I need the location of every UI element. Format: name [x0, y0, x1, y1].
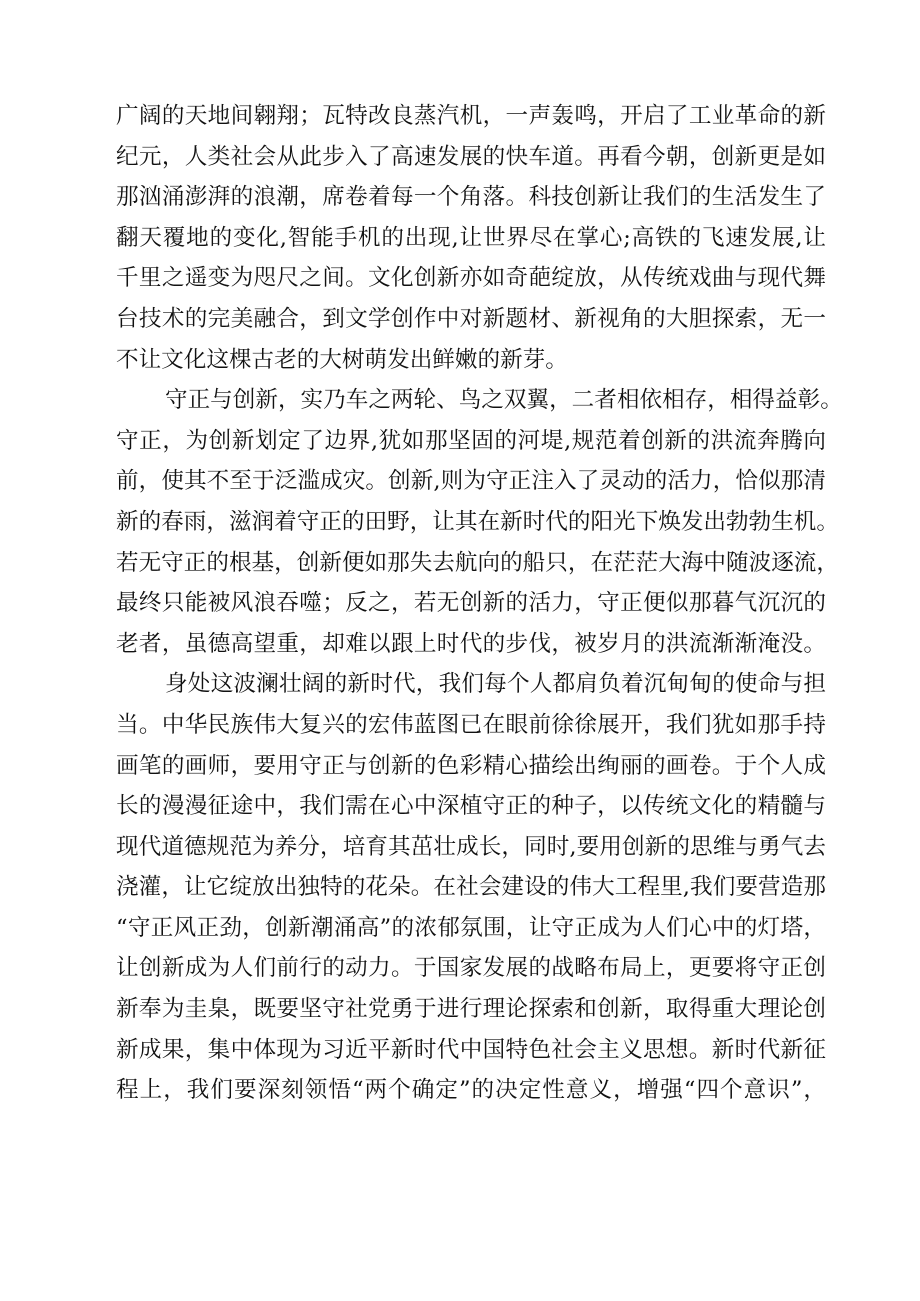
essay-body-text — [116, 96, 843, 1111]
text-line: 台技术的完美融合，到文学创作中对新题材、新视角的大胆探索，无一 — [116, 305, 826, 332]
text-line: 程上，我们要深刻领悟“两个确定”的决定性意义，增强“四个意识”， — [116, 1077, 826, 1104]
text-line: 长的漫漫征途中，我们需在心中深植守正的种子，以传统文化的精髓与 — [116, 793, 826, 820]
paragraph-first-line: 身处这波澜壮阔的新时代，我们每个人都肩负着沉甸甸的使命与担 — [165, 671, 826, 698]
text-line: 若无守正的根基，创新便如那失去航向的船只，在茫茫大海中随波逐流， — [116, 549, 839, 576]
text-line: 不让文化这棵古老的大树萌发出鲜嫩的新芽。 — [116, 346, 568, 373]
text-line: 老者，虽德高望重，却难以跟上时代的步伐，被岁月的洪流渐渐淹没。 — [116, 630, 826, 657]
text-line: 前，使其不至于泛滥成灾。创新,则为守正注入了灵动的活力，恰似那清 — [116, 468, 826, 495]
text-line: 新奉为圭臬，既要坚守社党勇于进行理论探索和创新，取得重大理论创 — [116, 996, 826, 1023]
text-line: “守正风正劲，创新潮涌高”的浓郁氛围，让守正成为人们心中的灯塔， — [116, 914, 826, 941]
text-line: 那汹涌澎湃的浪潮，席卷着每一个角落。科技创新让我们的生活发生了 — [116, 184, 826, 211]
text-line: 守正，为创新划定了边界,犹如那坚固的河堤,规范着创新的洪流奔腾向 — [116, 427, 826, 454]
paragraph-first-line: 守正与创新，实乃车之两轮、鸟之双翼，二者相依相存，相得益彰。 — [165, 387, 843, 414]
text-line: 画笔的画师，要用守正与创新的色彩精心描绘出绚丽的画卷。于个人成 — [116, 752, 826, 779]
text-line: 新成果，集中体现为习近平新时代中国特色社会主义思想。新时代新征 — [116, 1036, 826, 1063]
text-line: 当。中华民族伟大复兴的宏伟蓝图已在眼前徐徐展开，我们犹如那手持 — [116, 711, 826, 738]
text-line: 新的春雨，滋润着守正的田野，让其在新时代的阳光下焕发出勃勃生机。 — [116, 508, 839, 535]
text-line: 现代道德规范为养分，培育其茁壮成长，同时,要用创新的思维与勇气去 — [116, 833, 826, 860]
text-line: 浇灌，让它绽放出独特的花朵。在社会建设的伟大工程里,我们要营造那 — [116, 874, 826, 901]
text-line: 千里之遥变为咫尺之间。文化创新亦如奇葩绽放，从传统戏曲与现代舞 — [116, 265, 826, 292]
text-line: 最终只能被风浪吞噬；反之，若无创新的活力，守正便似那暮气沉沉的 — [116, 590, 826, 617]
text-line: 广阔的天地间翱翔；瓦特改良蒸汽机，一声轰鸣，开启了工业革命的新 — [116, 103, 826, 129]
text-line: 纪元，人类社会从此步入了高速发展的快车道。再看今朝，创新更是如 — [116, 143, 826, 170]
text-line: 让创新成为人们前行的动力。于国家发展的战略布局上，更要将守正创 — [116, 955, 826, 982]
text-line: 翻天覆地的变化,智能手机的出现,让世界尽在掌心;高铁的飞速发展,让 — [116, 224, 826, 251]
